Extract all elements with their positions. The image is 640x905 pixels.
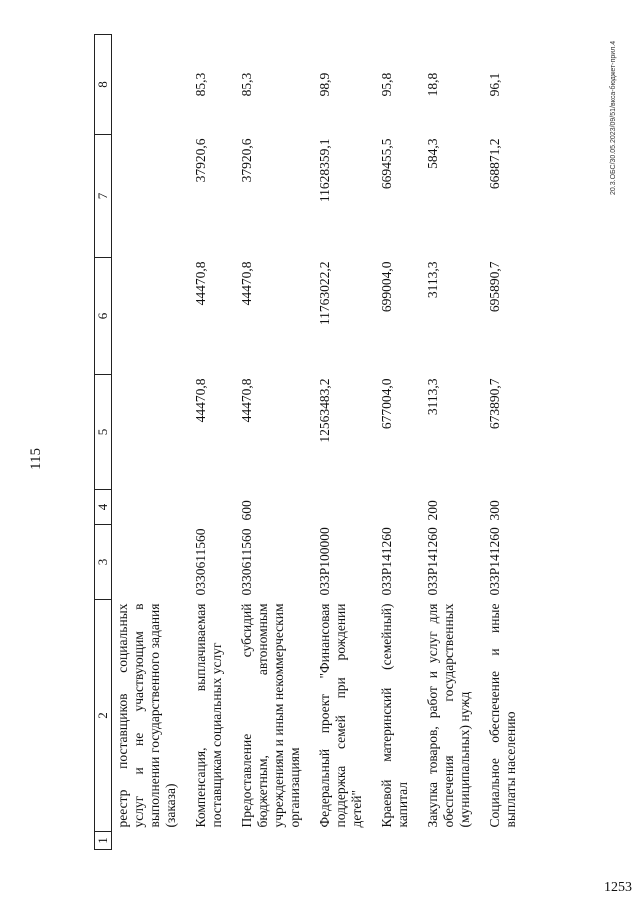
row-value-6: 3113,3: [425, 261, 440, 299]
table-row: [303, 35, 365, 850]
row-value-7: 11628359,1: [317, 138, 332, 203]
row-type: [112, 490, 180, 525]
row-value-6: 11763022,2: [317, 261, 332, 326]
row-value-5: [112, 375, 180, 490]
page-number: 115: [28, 448, 44, 470]
row-value-5: 3113,3: [425, 378, 440, 416]
row-value-6: [112, 258, 180, 375]
row-value-7: 37920,6: [193, 138, 208, 183]
row-type: [303, 490, 365, 525]
row-value-6: 44470,8: [193, 261, 208, 306]
table-row: [411, 35, 473, 850]
row-code: 033P141260: [379, 527, 394, 596]
row-value-5: 677004,0: [379, 378, 394, 430]
row-type: 300: [487, 500, 502, 521]
row-value-7: 37920,6: [239, 138, 254, 183]
row-value-7: 668871,2: [487, 138, 502, 190]
row-value-6: 699004,0: [379, 261, 394, 313]
row-value-7: 669455,5: [379, 138, 394, 190]
table-row: [365, 35, 411, 850]
row-value-8: 85,3: [239, 72, 254, 97]
row-code: 033P141260: [487, 527, 502, 596]
header-col-7: 7: [95, 135, 112, 258]
row-value-8: [112, 35, 180, 135]
row-value-8: 18,8: [425, 72, 440, 97]
header-col-4: 4: [95, 490, 112, 525]
row-name: Закупка товаров, работ и услуг для обеспечения государственных (муниципальных) нужд: [425, 603, 472, 828]
table-row: [112, 35, 180, 850]
row-code: 033P100000: [317, 527, 332, 596]
sheet-number: 1253: [604, 880, 632, 895]
header-col-1: 1: [95, 832, 112, 850]
row-value-8: 85,3: [193, 72, 208, 97]
row-value-6: 44470,8: [239, 261, 254, 306]
row-code: 0330611560: [193, 528, 208, 596]
row-type: [179, 490, 225, 525]
row-name: Социальное обеспечение и иные выплаты населению: [487, 603, 518, 828]
row-code: 0330611560: [239, 528, 254, 596]
row-name: Краевой материнский (семейный) капитал: [379, 603, 410, 828]
row-value-6: 695890,7: [487, 261, 502, 313]
header-col-5: 5: [95, 375, 112, 490]
row-name: Компенсация, выплачиваемая поставщикам социальных услуг: [193, 603, 224, 828]
row-value-5: 12563483,2: [317, 378, 332, 443]
row-value-7: [112, 135, 180, 258]
row-value-5: 44470,8: [239, 378, 254, 423]
row-type: [365, 490, 411, 525]
row-value-8: 98,9: [317, 72, 332, 97]
table-row: [179, 35, 225, 850]
row-value-8: 95,8: [379, 72, 394, 97]
row-type: 200: [425, 500, 440, 521]
row-type: 600: [239, 500, 254, 521]
row-value-5: 44470,8: [193, 378, 208, 423]
header-row: [95, 35, 112, 850]
header-col-2: 2: [95, 600, 112, 832]
table-row: [473, 35, 519, 850]
row-value-5: 673890,7: [487, 378, 502, 430]
row-value-8: 96,1: [487, 72, 502, 97]
row-name: Предоставление субсидий бюджетным, автономным учреждениям и иным некоммерческим организациям: [239, 603, 302, 828]
row-code: 033P141260: [425, 527, 440, 596]
header-col-6: 6: [95, 258, 112, 375]
budget-table: [94, 34, 519, 850]
header-col-8: 8: [95, 35, 112, 135]
row-value-7: 584,3: [425, 138, 440, 169]
table-row: [225, 35, 303, 850]
row-name: реестр поставщиков социальных услуг и не участвующим в выполнении государственного задания (заказа): [115, 603, 178, 828]
document-footer-code: 20.3.ОБС/30.05.2023/09/51/вкса-бюджет-прил.4: [610, 40, 617, 195]
row-name: Федеральный проект "Финансовая поддержка семей при рождении детей": [317, 603, 364, 828]
header-col-3: 3: [95, 525, 112, 600]
row-code: [112, 525, 180, 600]
